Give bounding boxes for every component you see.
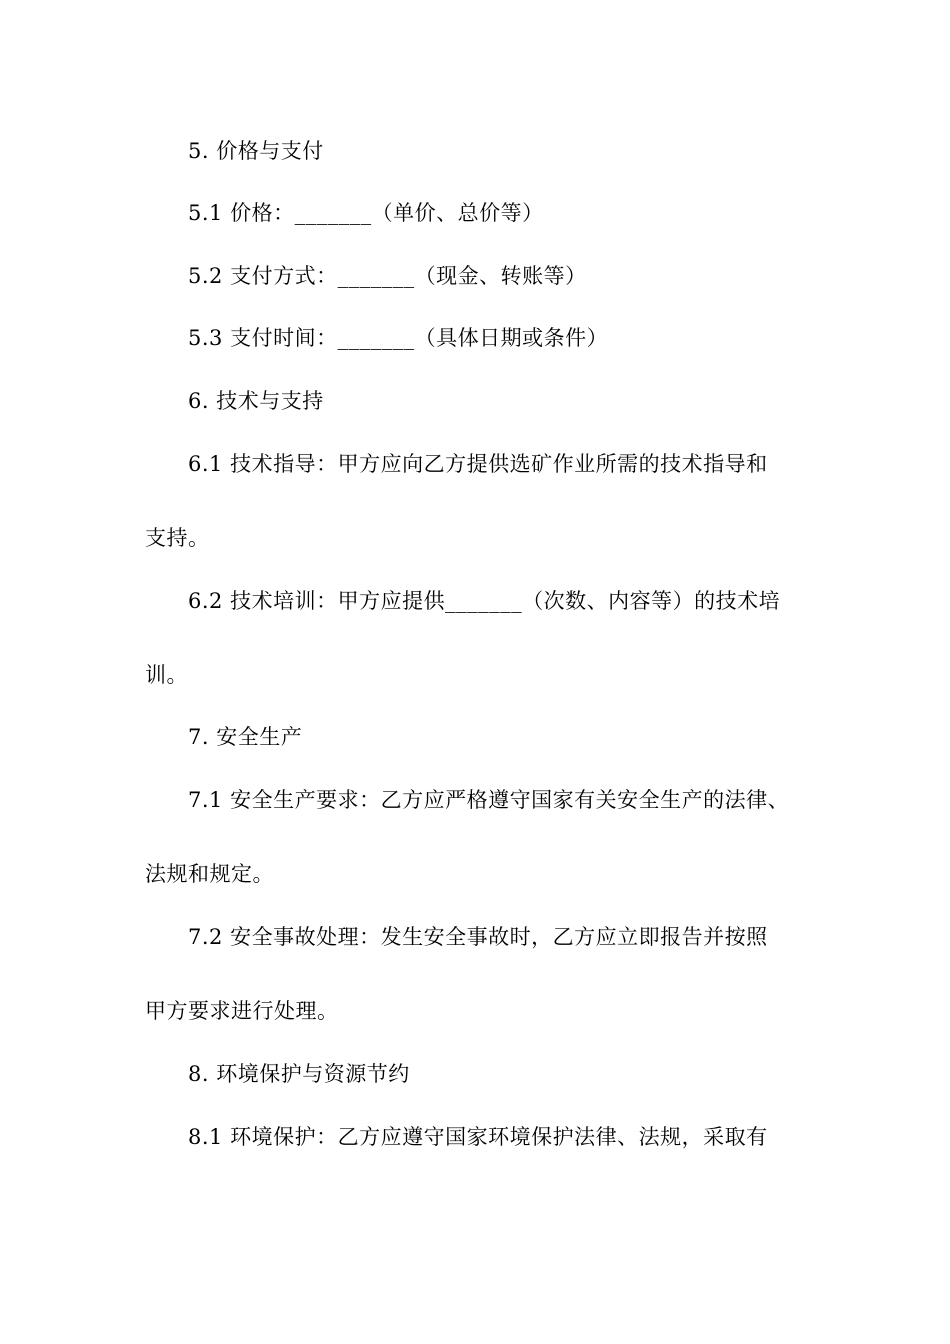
clause-6-1-continuation: 支持。 [145,526,210,550]
section-heading-5: 5. 价格与支付 [188,139,324,163]
clause-5-1: 5.1 价格：_______（单价、总价等） [188,201,544,225]
clause-7-1-continuation: 法规和规定。 [145,862,274,886]
section-heading-6: 6. 技术与支持 [188,389,324,413]
clause-5-3: 5.3 支付时间：_______（具体日期或条件） [188,326,609,350]
clause-8-1: 8.1 环境保护：乙方应遵守国家环境保护法律、法规，采取有 [188,1125,768,1149]
clause-7-2: 7.2 安全事故处理：发生安全事故时，乙方应立即报告并按照 [188,925,768,949]
clause-6-2: 6.2 技术培训：甲方应提供_______（次数、内容等）的技术培 [188,589,781,613]
clause-7-2-continuation: 甲方要求进行处理。 [145,999,339,1023]
clause-6-2-continuation: 训。 [145,663,188,687]
section-heading-7: 7. 安全生产 [188,725,303,749]
clause-5-2: 5.2 支付方式：_______（现金、转账等） [188,264,587,288]
clause-7-1: 7.1 安全生产要求：乙方应严格遵守国家有关安全生产的法律、 [188,788,790,812]
section-heading-8: 8. 环境保护与资源节约 [188,1062,410,1086]
clause-6-1: 6.1 技术指导：甲方应向乙方提供选矿作业所需的技术指导和 [188,452,768,476]
